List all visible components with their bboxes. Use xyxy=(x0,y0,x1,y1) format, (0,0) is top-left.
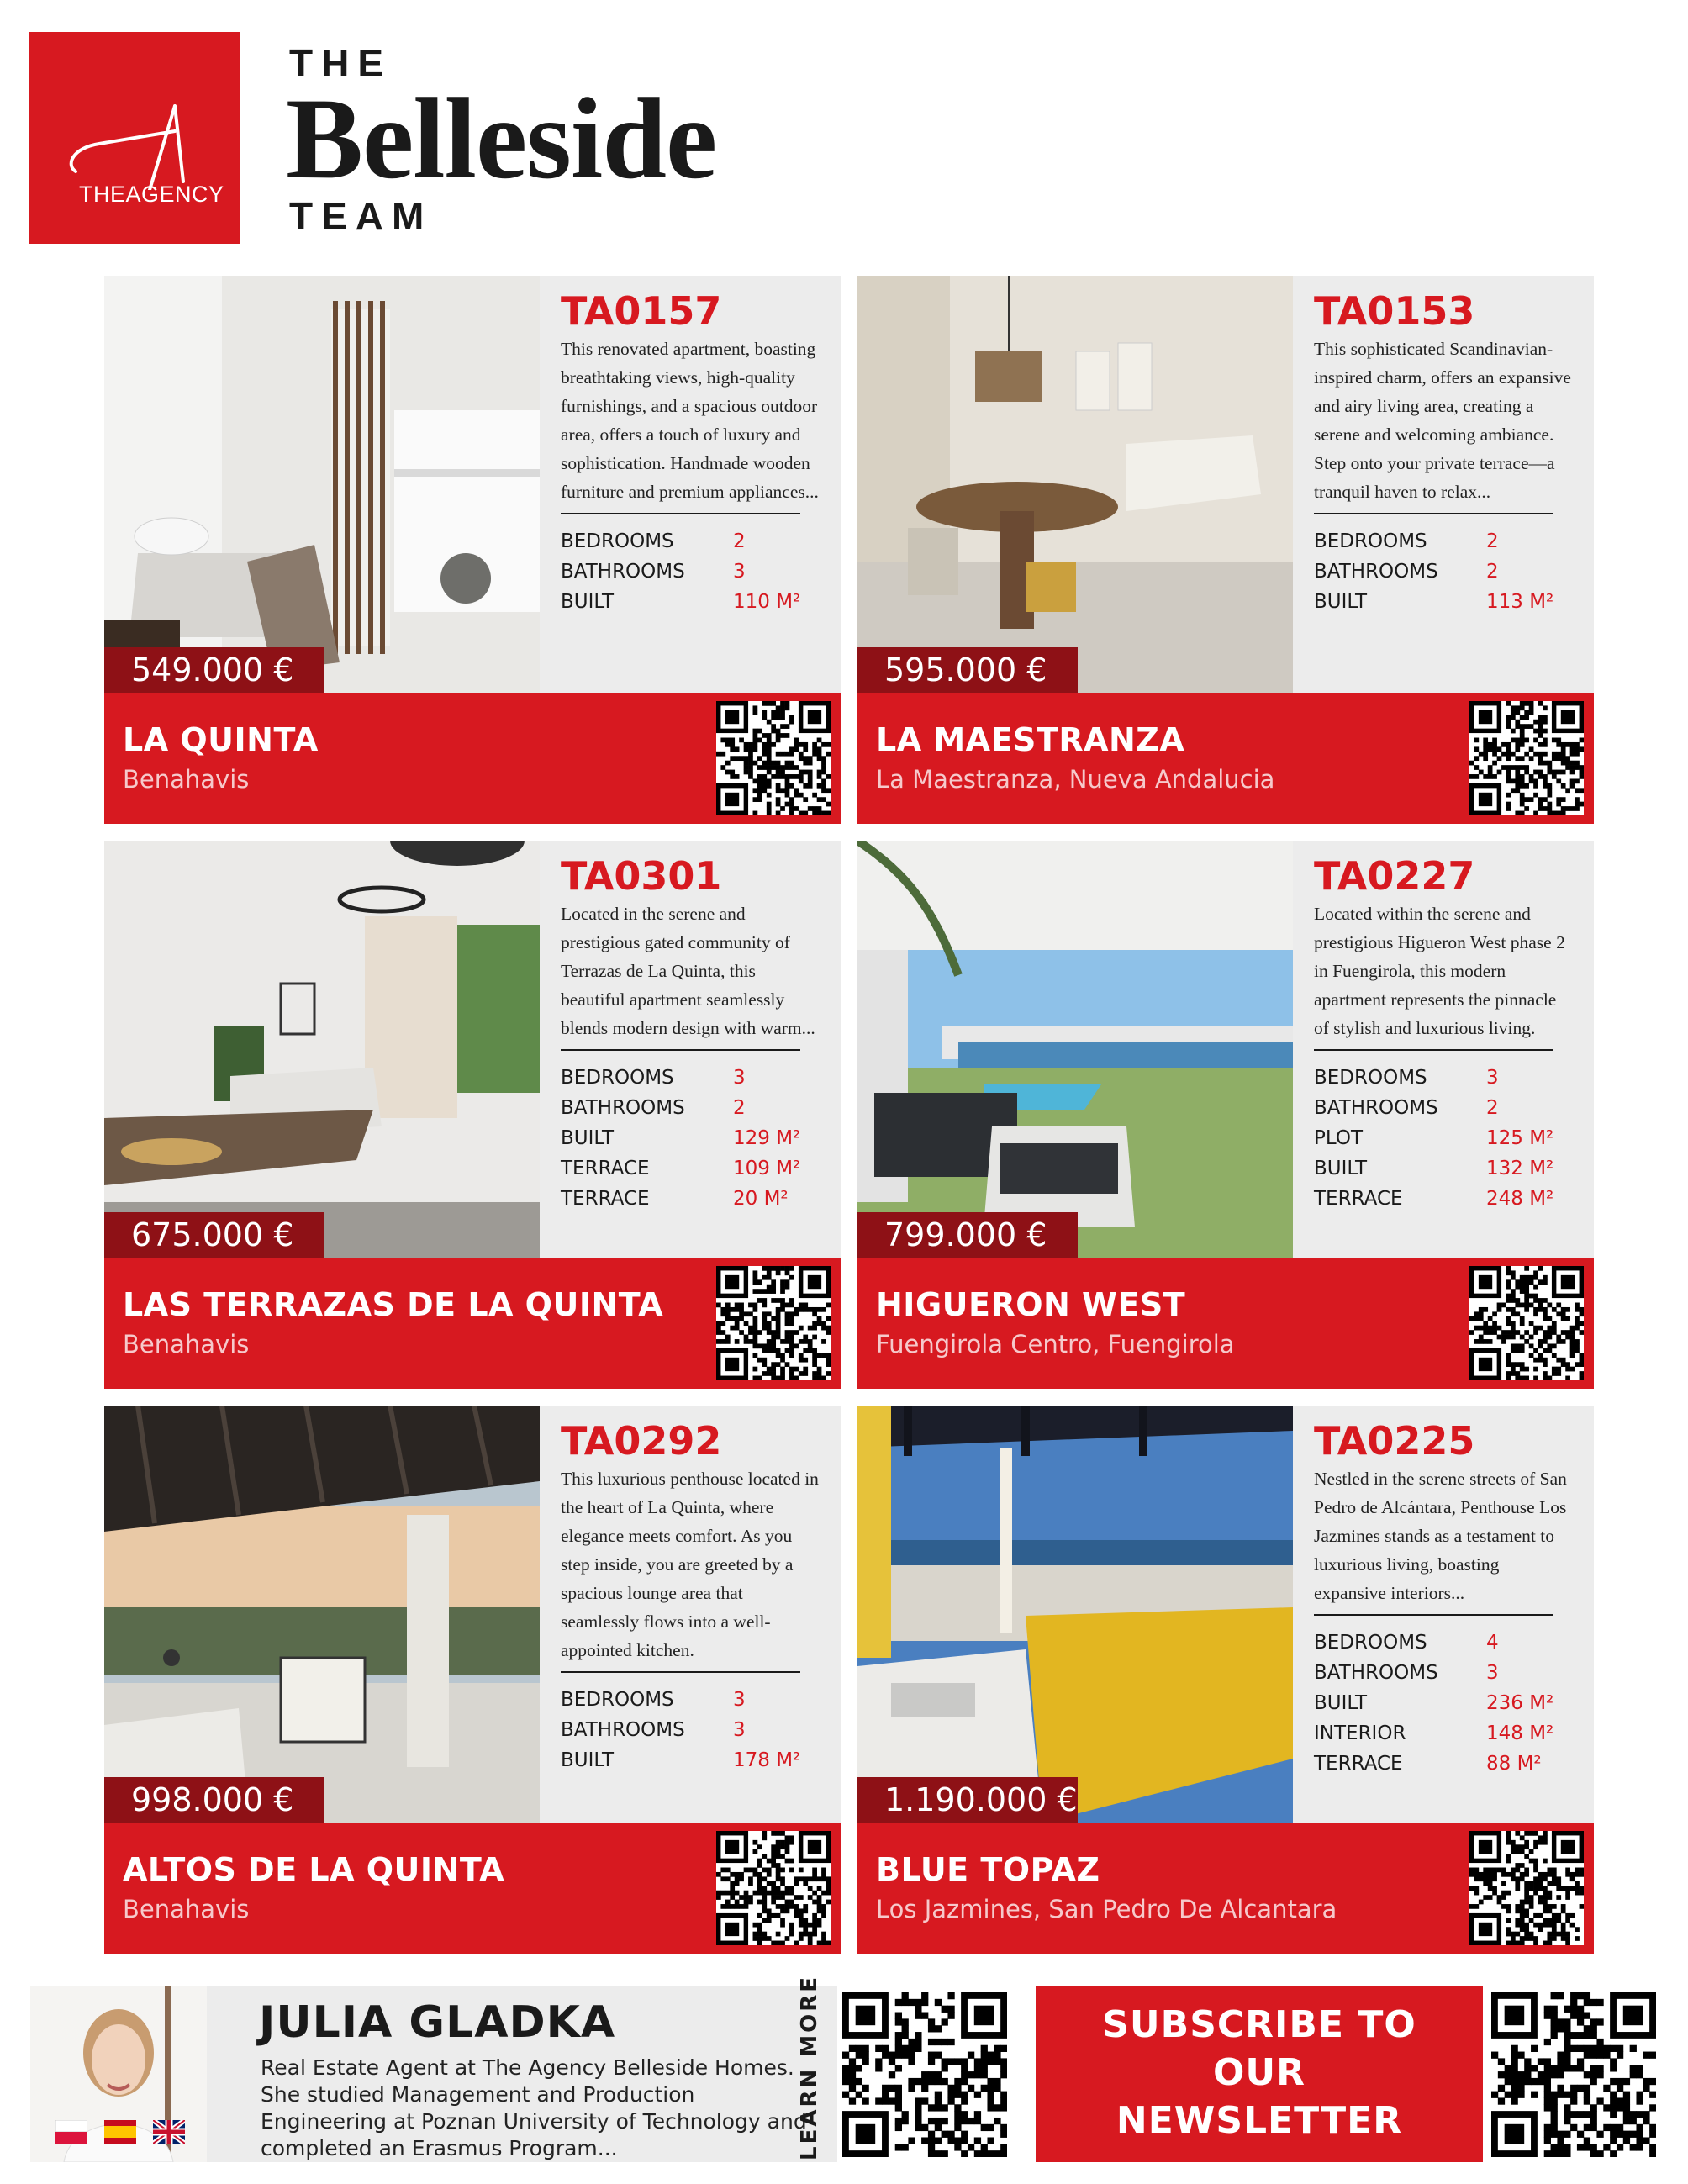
spec-label: BUILT xyxy=(561,591,615,613)
listing-ref: TA0301 xyxy=(561,853,722,899)
spec-value: 129 M² xyxy=(733,1127,801,1149)
divider xyxy=(561,1049,800,1051)
listing-name: ALTOS DE LA QUINTA xyxy=(123,1851,505,1888)
listing-photo xyxy=(857,276,1293,693)
spec-label: TERRACE xyxy=(1314,1753,1403,1775)
spec-row xyxy=(1314,1153,1575,1184)
spec-row xyxy=(1314,1627,1575,1658)
listing-description: Nestled in the serene streets of San Pedro de Alcántara, Penthouse Los Jazmines stands as a testament to luxurious living, boasting expansive interiors... xyxy=(1314,1469,1567,1603)
spec-row xyxy=(1314,1749,1575,1779)
listing-description: Located within the serene and prestigious Higueron West phase 2 in Fuengirola, this modern apartment represents the pinnacle of stylish and luxurious living. xyxy=(1314,904,1565,1038)
spec-value: 2 xyxy=(733,1097,746,1119)
spec-label: BUILT xyxy=(561,1127,615,1149)
listing-info xyxy=(1314,288,1575,617)
listing-name: HIGUERON WEST xyxy=(876,1286,1186,1323)
spec-value: 2 xyxy=(733,530,746,552)
spec-value: 2 xyxy=(1486,1097,1499,1119)
subscribe-line-2: OUR xyxy=(1212,2051,1306,2094)
spec-row xyxy=(1314,557,1575,587)
spec-label: BATHROOMS xyxy=(561,1097,685,1119)
spec-value: 125 M² xyxy=(1486,1127,1554,1149)
divider xyxy=(1314,1614,1553,1616)
subscribe-line-1: SUBSCRIBE TO xyxy=(1102,2003,1416,2046)
listing-info xyxy=(561,852,821,1214)
spec-row xyxy=(1314,587,1575,617)
listing-description: This luxurious penthouse located in the heart of La Quinta, where elegance meets comfort. As you step inside, you are greeted by a spacious lounge area that seamlessly flows into a well-appointed kitchen. xyxy=(561,1469,819,1660)
listing-photo xyxy=(104,276,540,693)
subscribe-line-3: NEWSLETTER xyxy=(1116,2099,1403,2142)
listing-band xyxy=(104,1823,841,1954)
listing-card[interactable] xyxy=(104,1406,841,1954)
newsletter-qr-icon[interactable] xyxy=(1491,1992,1656,2157)
spec-row xyxy=(1314,1184,1575,1214)
listing-description: Located in the serene and prestigious gated community of Terrazas de La Quinta, this beautiful apartment seamlessly blends modern design with warm... xyxy=(561,904,815,1038)
qr-code-icon[interactable] xyxy=(716,1266,831,1380)
divider xyxy=(561,1671,800,1673)
listing-card[interactable] xyxy=(104,276,841,824)
listing-price: 549.000 € xyxy=(104,647,324,693)
listing-ref: TA0227 xyxy=(1314,853,1475,899)
spec-label: BATHROOMS xyxy=(1314,1097,1438,1119)
spec-value: 110 M² xyxy=(733,591,801,613)
spec-row xyxy=(561,1745,821,1775)
spec-label: BATHROOMS xyxy=(1314,1662,1438,1684)
spec-label: BEDROOMS xyxy=(561,1689,674,1711)
spec-label: BATHROOMS xyxy=(1314,561,1438,583)
spec-label: BEDROOMS xyxy=(1314,1632,1427,1654)
listing-description: This sophisticated Scandinavian-inspired charm, offers an expansive and airy living area, creating a serene and welcoming ambiance. Step onto your private terrace—a tranquil haven to relax... xyxy=(1314,339,1571,502)
flag-spain-icon[interactable] xyxy=(104,2120,136,2144)
spec-value: 148 M² xyxy=(1486,1722,1554,1744)
listing-location: Fuengirola Centro, Fuengirola xyxy=(876,1330,1235,1358)
listing-location: Benahavis xyxy=(123,765,250,794)
listing-band xyxy=(857,1823,1594,1954)
spec-row xyxy=(561,1063,821,1093)
listing-price: 1.190.000 € xyxy=(857,1777,1078,1823)
spec-row xyxy=(561,587,821,617)
listing-location: Los Jazmines, San Pedro De Alcantara xyxy=(876,1895,1337,1923)
qr-code-icon[interactable] xyxy=(1469,1266,1584,1380)
spec-value: 3 xyxy=(733,561,746,583)
qr-code-icon[interactable] xyxy=(1469,1831,1584,1945)
spec-value: 3 xyxy=(733,1719,746,1741)
spec-value: 4 xyxy=(1486,1632,1499,1654)
spec-value: 2 xyxy=(1486,561,1499,583)
spec-row xyxy=(561,1123,821,1153)
learn-more-label[interactable]: LEARN MORE xyxy=(797,1974,822,2160)
spec-label: PLOT xyxy=(1314,1127,1364,1149)
listing-card[interactable] xyxy=(857,276,1594,824)
listing-card[interactable] xyxy=(857,1406,1594,1954)
listing-band xyxy=(104,693,841,824)
spec-value: 178 M² xyxy=(733,1749,801,1771)
listing-info xyxy=(1314,1417,1575,1779)
spec-value: 2 xyxy=(1486,530,1499,552)
listing-photo xyxy=(857,841,1293,1258)
listing-band xyxy=(104,1258,841,1389)
agent-bio: Real Estate Agent at The Agency Belleside Homes. She studied Management and Production Engineering at Poznan University of Technology and completed an Erasmus Program... xyxy=(261,2055,807,2160)
spec-label: TERRACE xyxy=(561,1158,650,1179)
spec-row xyxy=(1314,1093,1575,1123)
spec-label: TERRACE xyxy=(561,1188,650,1210)
divider xyxy=(1314,1049,1553,1051)
listing-photo xyxy=(104,841,540,1258)
spec-row xyxy=(1314,1063,1575,1093)
spec-value: 3 xyxy=(733,1067,746,1089)
spec-value: 248 M² xyxy=(1486,1188,1554,1210)
listing-name: LAS TERRAZAS DE LA QUINTA xyxy=(123,1286,664,1323)
flag-poland-icon[interactable] xyxy=(55,2120,87,2144)
listing-price: 799.000 € xyxy=(857,1212,1078,1258)
listing-ref: TA0225 xyxy=(1314,1418,1475,1464)
spec-row xyxy=(561,1715,821,1745)
agent-name: JULIA GLADKA xyxy=(259,1997,616,2048)
learn-more-qr-icon[interactable] xyxy=(842,1992,1007,2157)
listing-ref: TA0292 xyxy=(561,1418,722,1464)
agent-avatar xyxy=(30,1986,207,2162)
listing-card[interactable] xyxy=(104,841,841,1389)
listing-location: La Maestranza, Nueva Andalucia xyxy=(876,765,1275,794)
listing-price: 998.000 € xyxy=(104,1777,324,1823)
listing-location: Benahavis xyxy=(123,1895,250,1923)
flag-uk-icon[interactable] xyxy=(153,2120,185,2144)
spec-value: 3 xyxy=(1486,1067,1499,1089)
listing-name: BLUE TOPAZ xyxy=(876,1851,1100,1888)
brand-team: TEAM xyxy=(289,194,433,238)
spec-label: TERRACE xyxy=(1314,1188,1403,1210)
listing-name: LA QUINTA xyxy=(123,721,319,758)
qr-code-icon[interactable] xyxy=(716,701,831,815)
spec-value: 3 xyxy=(733,1689,746,1711)
spec-row xyxy=(561,1685,821,1715)
qr-code-icon[interactable] xyxy=(716,1831,831,1945)
spec-label: BATHROOMS xyxy=(561,1719,685,1741)
spec-value: 132 M² xyxy=(1486,1158,1554,1179)
spec-row xyxy=(561,1093,821,1123)
spec-label: BUILT xyxy=(1314,1692,1368,1714)
spec-label: INTERIOR xyxy=(1314,1722,1406,1744)
listing-name: LA MAESTRANZA xyxy=(876,721,1185,758)
agency-a-mark-icon xyxy=(49,98,217,190)
spec-label: BEDROOMS xyxy=(561,530,674,552)
listing-card[interactable] xyxy=(857,841,1594,1389)
spec-label: BATHROOMS xyxy=(561,561,685,583)
spec-row xyxy=(561,557,821,587)
listing-band xyxy=(857,693,1594,824)
agency-logo[interactable] xyxy=(29,32,240,244)
spec-label: BEDROOMS xyxy=(1314,530,1427,552)
qr-code-icon[interactable] xyxy=(1469,701,1584,815)
spec-value: 236 M² xyxy=(1486,1692,1554,1714)
divider xyxy=(561,513,800,514)
agent-box xyxy=(30,1986,837,2162)
spec-value: 88 M² xyxy=(1486,1753,1542,1775)
spec-row xyxy=(561,1184,821,1214)
spec-label: BEDROOMS xyxy=(561,1067,674,1089)
spec-value: 109 M² xyxy=(733,1158,801,1179)
listing-band xyxy=(857,1258,1594,1389)
spec-row xyxy=(1314,1688,1575,1718)
listing-info xyxy=(561,288,821,617)
spec-label: BUILT xyxy=(1314,591,1368,613)
spec-row xyxy=(1314,526,1575,557)
spec-value: 113 M² xyxy=(1486,591,1554,613)
listing-ref: TA0153 xyxy=(1314,288,1475,334)
spec-value: 20 M² xyxy=(733,1188,789,1210)
listing-price: 675.000 € xyxy=(104,1212,324,1258)
listing-description: This renovated apartment, boasting breathtaking views, high-quality furnishings, and a spacious outdoor area, offers a touch of luxury and sophistication. Handmade wooden furniture and premium appliances... xyxy=(561,339,819,502)
spec-row xyxy=(1314,1658,1575,1688)
spec-row xyxy=(1314,1123,1575,1153)
spec-row xyxy=(561,526,821,557)
spec-row xyxy=(561,1153,821,1184)
listing-photo xyxy=(104,1406,540,1823)
subscribe-newsletter-button[interactable] xyxy=(1036,1986,1483,2162)
spec-value: 3 xyxy=(1486,1662,1499,1684)
brand-name: Belleside xyxy=(286,74,717,203)
listing-ref: TA0157 xyxy=(561,288,722,334)
spec-label: BUILT xyxy=(1314,1158,1368,1179)
spec-label: BEDROOMS xyxy=(1314,1067,1427,1089)
listing-photo xyxy=(857,1406,1293,1823)
listing-info xyxy=(1314,852,1575,1214)
listing-info xyxy=(561,1417,821,1775)
listing-location: Benahavis xyxy=(123,1330,250,1358)
spec-row xyxy=(1314,1718,1575,1749)
logo-text: THEAGENCY xyxy=(79,182,224,207)
brand-the: THE xyxy=(289,41,392,85)
spec-label: BUILT xyxy=(561,1749,615,1771)
divider xyxy=(1314,513,1553,514)
listing-price: 595.000 € xyxy=(857,647,1078,693)
